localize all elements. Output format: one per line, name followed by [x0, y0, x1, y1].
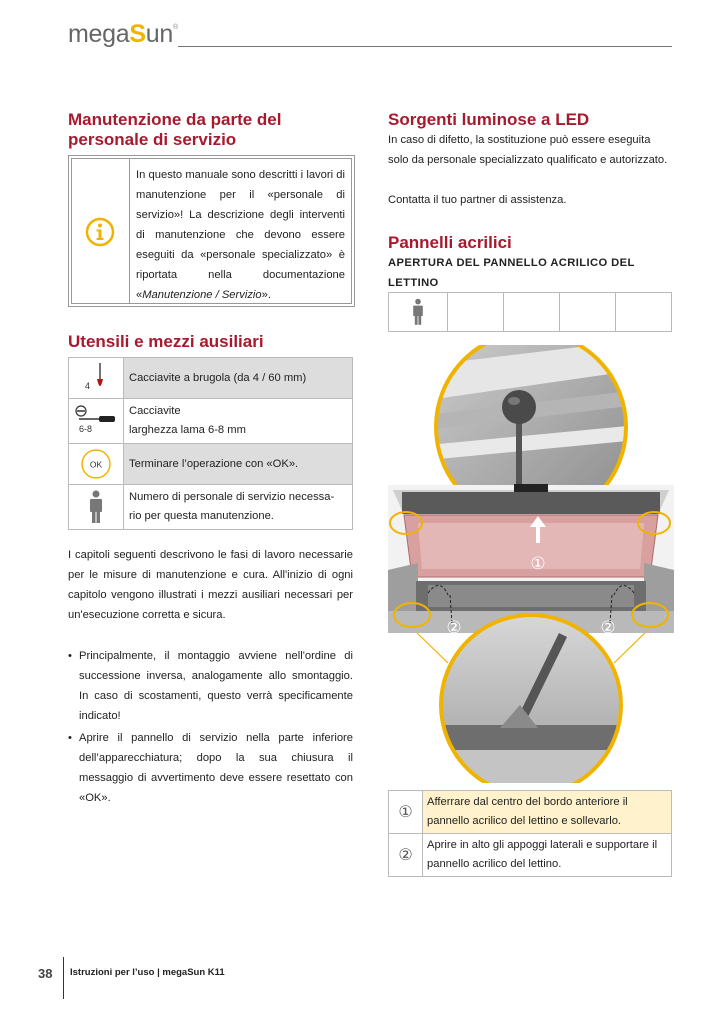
- footer-doc-title: Istruzioni per l’uso | megaSun K11: [70, 967, 225, 978]
- screwdriver-icon: [73, 403, 119, 439]
- intro-paragraph: I capitoli seguenti descrivono le fasi di lavoro necessarie per le misure di manutenzione e cura. All'inizio di ogni capitolo vengono illustrati i mezzi ausiliari necessari per un'esecuzione corretta e sicura.: [68, 549, 353, 621]
- bullet-item: • Principalmente, il montaggio avviene nell'ordine di successione inversa, analogamente allo smontaggio. In caso di scostamenti, questo verrà specificamente indicato!: [68, 646, 353, 726]
- step-text: Afferrare dal centro del bordo anteriore il pannello acrilico del lettino e sollevarlo.: [423, 791, 672, 834]
- bullet-list: [68, 646, 353, 810]
- tool-desc-detail: larghezza lama 6-8 mm: [129, 424, 246, 436]
- tool-desc-detail: rio per questa manutenzione.: [129, 510, 274, 522]
- tools-table: [68, 357, 353, 530]
- svg-text:②: ②: [446, 618, 462, 638]
- led-contact: Contatta il tuo partner di assistenza.: [388, 194, 567, 206]
- acrylic-title: Pannelli acrilici: [388, 233, 512, 252]
- tool-row: [69, 444, 353, 485]
- maintenance-title: Manutenzione da parte del personale di servizio: [68, 110, 282, 149]
- brand-logo: megaSun®: [68, 20, 178, 48]
- led-text: In caso di difetto, la sostituzione può essere eseguita solo da personale specializzato qualificato e autorizzato.: [388, 134, 668, 166]
- acrylic-panel-illustration: [388, 345, 674, 783]
- person-icon: [86, 490, 106, 524]
- detail-magnifier-bottom: [438, 613, 628, 783]
- svg-text:②: ②: [600, 618, 616, 638]
- steps-table: [388, 790, 672, 877]
- page-number: 38: [38, 966, 53, 981]
- header-rule: [178, 46, 672, 47]
- tool-desc: Cacciavite: [129, 405, 181, 417]
- step-text: Aprire in alto gli appoggi laterali e supportare il pannello acrilico del lettino.: [423, 834, 672, 877]
- tool-desc: Cacciavite a brugola (da 4 / 60 mm): [129, 371, 307, 384]
- led-title: Sorgenti luminose a LED: [388, 110, 590, 129]
- tool-row: [69, 358, 353, 399]
- info-warning-icon: [85, 217, 115, 247]
- step-number: ②: [389, 834, 423, 877]
- step-row: [389, 834, 672, 877]
- acrylic-subtitle: APERTURA DEL PANNELLO ACRILICO DEL LETTINO: [388, 257, 635, 289]
- footer-rule: [63, 957, 64, 999]
- tool-row: [69, 485, 353, 530]
- bullet-item: • Aprire il pannello di servizio nella parte inferiore dell’apparecchiatura; dopo la sua chiusura il messaggio di avvertimento deve essere resettato con «OK».: [68, 728, 353, 808]
- svg-text:OK: OK: [89, 459, 103, 470]
- allen-key-icon: [76, 359, 116, 397]
- svg-text:4: 4: [85, 381, 91, 391]
- step-row: [389, 791, 672, 834]
- person-icon: [410, 297, 426, 327]
- tools-title: Utensili e mezzi ausiliari: [68, 332, 264, 351]
- tool-desc: Numero di personale di servizio necessa-: [129, 491, 335, 503]
- svg-text:①: ①: [530, 554, 546, 574]
- tool-desc: Terminare l’operazione con «OK».: [129, 457, 299, 470]
- ok-icon: [80, 448, 112, 480]
- step-number: ①: [389, 791, 423, 834]
- tool-row: [69, 399, 353, 444]
- warning-text: In questo manuale sono descritti i lavori di manutenzione per il «personale di servizio»! La descrizione degli interventi di manutenzione che devono essere eseguiti da «personale specializzato» è riportata nella documentazione «Manutenzione / Servizio».: [136, 169, 345, 301]
- warning-box: [68, 155, 355, 307]
- personnel-table: [388, 292, 672, 332]
- svg-text:6-8: 6-8: [79, 424, 93, 434]
